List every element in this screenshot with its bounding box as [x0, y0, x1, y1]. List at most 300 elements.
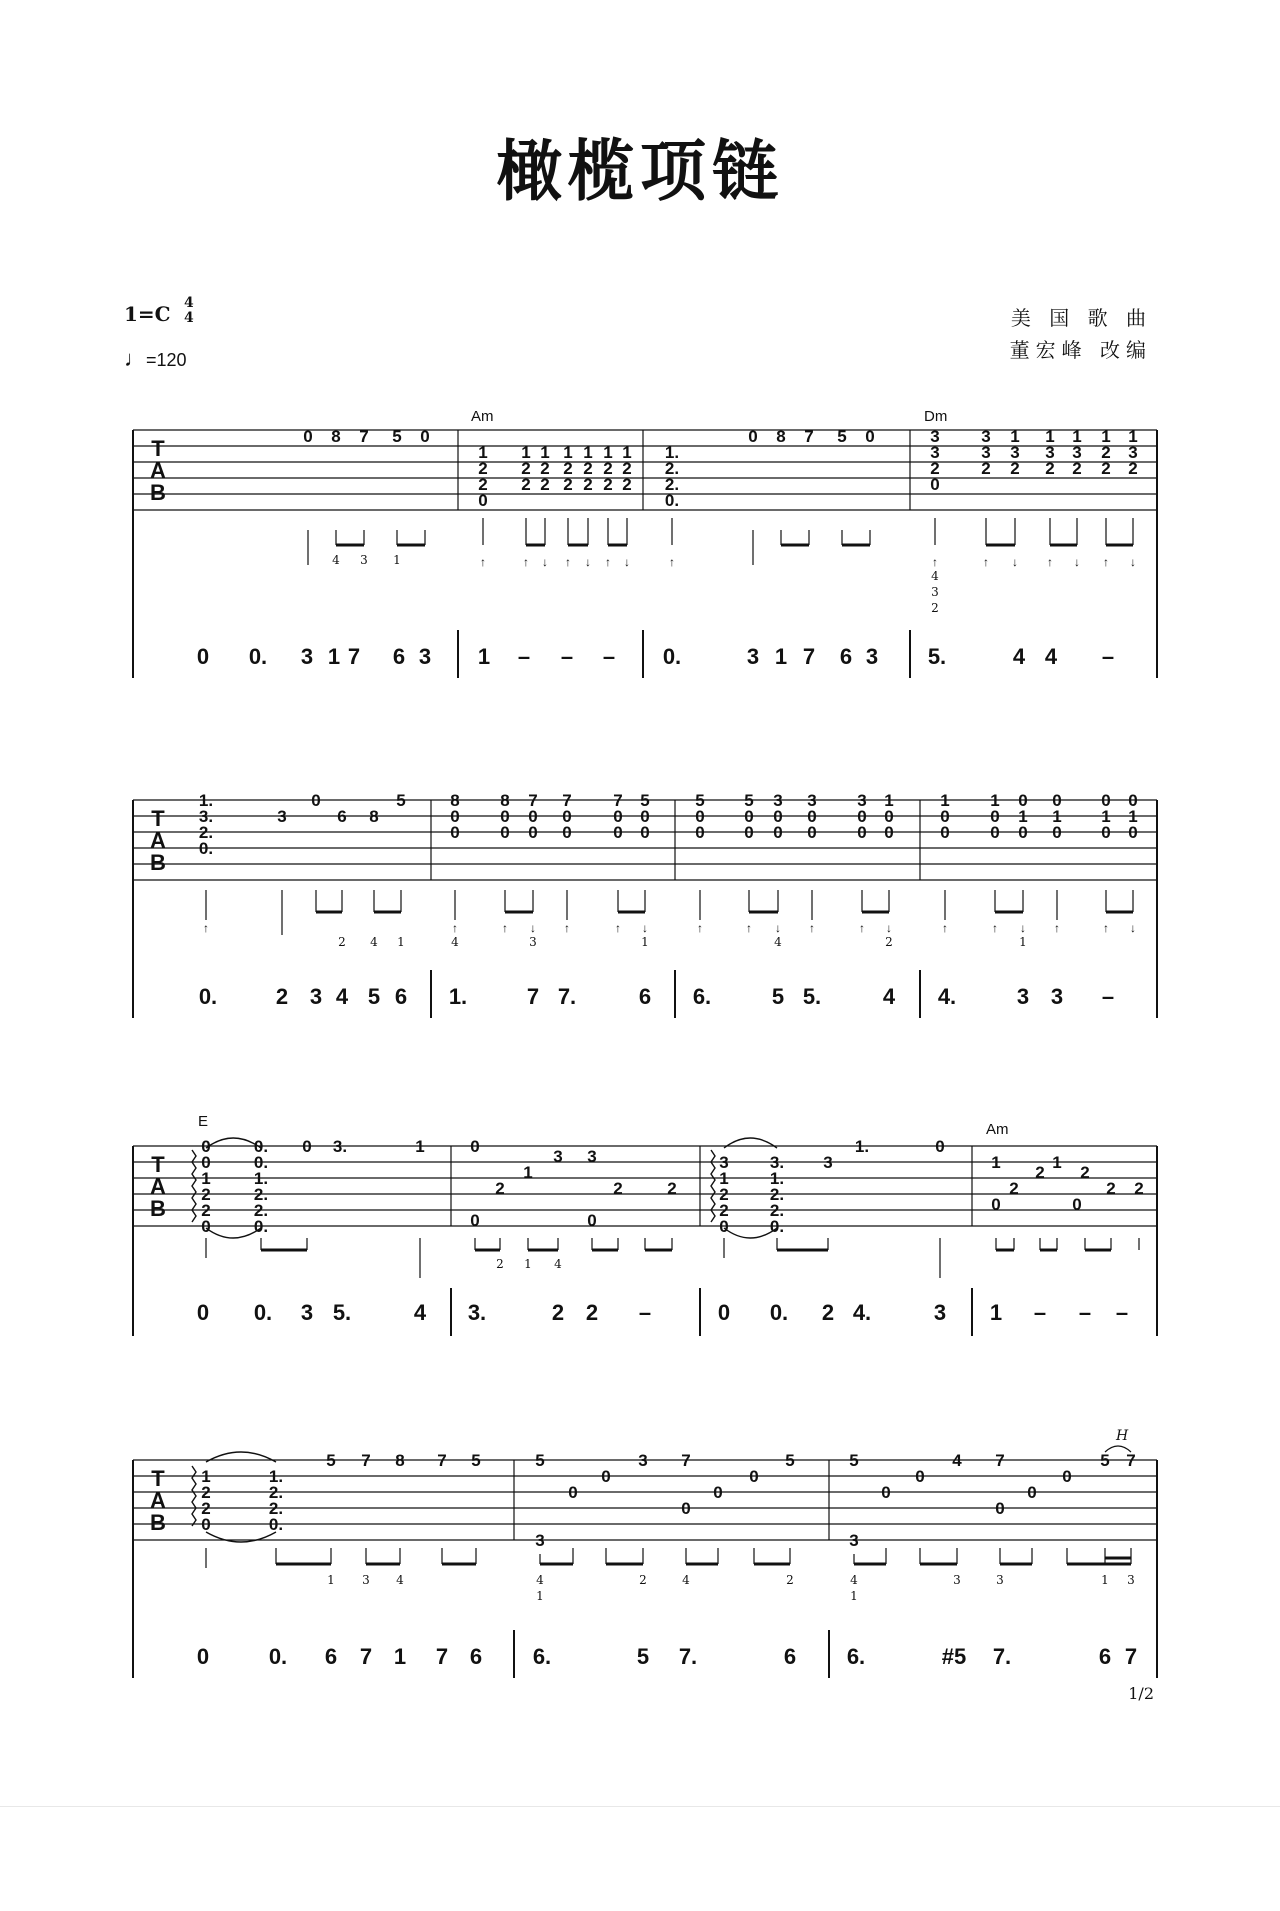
- svg-text:3: 3: [857, 791, 867, 810]
- notation-3: [197, 1300, 1128, 1325]
- svg-text:0: 0: [807, 823, 817, 842]
- svg-text:5: 5: [535, 1451, 545, 1470]
- svg-text:0: 0: [528, 807, 538, 826]
- svg-text:↓: ↓: [886, 921, 892, 935]
- svg-text:1.: 1.: [448, 984, 468, 1009]
- svg-text:0: 0: [196, 1300, 210, 1325]
- svg-text:2: 2: [495, 1179, 505, 1198]
- svg-text:0: 0: [748, 427, 758, 446]
- svg-text:0: 0: [773, 807, 783, 826]
- svg-text:3: 3: [823, 1153, 833, 1172]
- svg-text:↑: ↑: [615, 921, 621, 935]
- svg-text:0: 0: [640, 807, 650, 826]
- arranger-credit: 董宏峰 改编: [1009, 338, 1152, 362]
- svg-text:2: 2: [201, 1185, 211, 1204]
- svg-text:2: 2: [931, 601, 939, 615]
- svg-text:0: 0: [717, 1300, 731, 1325]
- svg-text:3: 3: [300, 1300, 314, 1325]
- svg-text:2.: 2.: [198, 823, 214, 842]
- svg-text:1: 1: [327, 644, 341, 669]
- svg-text:6: 6: [783, 1644, 797, 1669]
- svg-text:0: 0: [884, 807, 894, 826]
- svg-text:7: 7: [804, 427, 814, 446]
- svg-text:1: 1: [1010, 427, 1020, 446]
- svg-text:1: 1: [393, 1644, 407, 1669]
- svg-text:0: 0: [196, 644, 210, 669]
- svg-text:↑: ↑: [859, 921, 865, 935]
- svg-text:↑: ↑: [942, 921, 948, 935]
- svg-text:0.: 0.: [253, 1217, 269, 1236]
- svg-text:0.: 0.: [769, 1300, 789, 1325]
- strum-arrows-1: [480, 555, 1136, 569]
- svg-text:5: 5: [636, 1644, 650, 1669]
- svg-text:4: 4: [370, 935, 378, 949]
- svg-text:2.: 2.: [268, 1483, 284, 1502]
- svg-text:0: 0: [528, 823, 538, 842]
- svg-text:4: 4: [396, 1573, 404, 1587]
- svg-text:2: 2: [540, 459, 550, 478]
- svg-text:0.: 0.: [253, 1300, 273, 1325]
- svg-text:6.: 6.: [532, 1644, 552, 1669]
- svg-text:8: 8: [395, 1451, 405, 1470]
- svg-text:0.: 0.: [253, 1153, 269, 1172]
- svg-text:↑: ↑: [564, 921, 570, 935]
- svg-text:2: 2: [930, 459, 940, 478]
- svg-text:1: 1: [201, 1467, 211, 1486]
- svg-text:5.: 5.: [927, 644, 947, 669]
- svg-text:7.: 7.: [557, 984, 577, 1009]
- svg-text:1: 1: [990, 791, 1000, 810]
- svg-text:↑: ↑: [1103, 555, 1109, 569]
- svg-text:1: 1: [478, 443, 488, 462]
- svg-text:0.: 0.: [268, 1644, 288, 1669]
- svg-text:2: 2: [603, 459, 613, 478]
- svg-text:7: 7: [361, 1451, 371, 1470]
- svg-text:3: 3: [1016, 984, 1030, 1009]
- svg-text:5.: 5.: [332, 1300, 352, 1325]
- svg-text:1: 1: [1101, 807, 1111, 826]
- svg-text:6: 6: [839, 644, 853, 669]
- svg-text:4: 4: [850, 1573, 858, 1587]
- svg-text:2: 2: [521, 475, 531, 494]
- svg-text:0: 0: [695, 823, 705, 842]
- svg-text:↑: ↑: [992, 921, 998, 935]
- tab-clef-4: [150, 1466, 166, 1535]
- stems-3: [206, 1238, 1139, 1278]
- svg-text:3: 3: [773, 791, 783, 810]
- svg-text:↓: ↓: [1074, 555, 1080, 569]
- svg-text:1.: 1.: [664, 443, 680, 462]
- svg-text:0: 0: [1101, 791, 1111, 810]
- svg-text:0: 0: [915, 1467, 925, 1486]
- svg-text:2.: 2.: [664, 459, 680, 478]
- svg-text:B: B: [150, 480, 166, 505]
- page-number: 1/2: [1128, 1684, 1154, 1703]
- svg-text:3.: 3.: [198, 807, 214, 826]
- svg-text:1: 1: [583, 443, 593, 462]
- svg-text:T: T: [151, 436, 165, 461]
- chord-names-3: [198, 1113, 1009, 1138]
- svg-text:6: 6: [638, 984, 652, 1009]
- svg-text:1.: 1.: [198, 791, 214, 810]
- svg-text:↓: ↓: [1130, 555, 1136, 569]
- svg-text:4: 4: [1044, 644, 1058, 669]
- svg-text:0: 0: [1018, 791, 1028, 810]
- svg-text:0.: 0.: [198, 984, 218, 1009]
- svg-text:2: 2: [719, 1185, 729, 1204]
- svg-text:2: 2: [478, 475, 488, 494]
- svg-text:2: 2: [201, 1483, 211, 1502]
- svg-text:1: 1: [563, 443, 573, 462]
- svg-text:7: 7: [995, 1451, 1005, 1470]
- svg-text:0: 0: [303, 427, 313, 446]
- tab-clef-1: [150, 436, 166, 505]
- svg-text:0: 0: [640, 823, 650, 842]
- svg-text:–: –: [1115, 1300, 1129, 1325]
- svg-text:0: 0: [940, 807, 950, 826]
- svg-text:2: 2: [496, 1257, 504, 1271]
- chord-names-1: [471, 408, 947, 425]
- svg-text:3: 3: [418, 644, 432, 669]
- svg-text:2.: 2.: [268, 1499, 284, 1518]
- svg-text:0: 0: [613, 807, 623, 826]
- svg-text:0: 0: [881, 1483, 891, 1502]
- svg-text:0: 0: [1018, 823, 1028, 842]
- svg-text:T: T: [151, 1152, 165, 1177]
- svg-text:↑: ↑: [669, 555, 675, 569]
- svg-text:0: 0: [450, 823, 460, 842]
- svg-text:1: 1: [641, 935, 649, 949]
- svg-text:1: 1: [850, 1589, 858, 1603]
- svg-text:1: 1: [536, 1589, 544, 1603]
- svg-text:1: 1: [523, 1163, 533, 1182]
- svg-text:2: 2: [583, 475, 593, 494]
- svg-text:2: 2: [275, 984, 289, 1009]
- svg-text:1: 1: [1072, 427, 1082, 446]
- svg-text:7: 7: [1124, 1644, 1138, 1669]
- svg-text:0: 0: [613, 823, 623, 842]
- svg-text:T: T: [151, 1466, 165, 1491]
- svg-text:7.: 7.: [678, 1644, 698, 1669]
- svg-text:4: 4: [882, 984, 896, 1009]
- svg-text:1: 1: [540, 443, 550, 462]
- svg-text:7: 7: [526, 984, 540, 1009]
- svg-text:–: –: [517, 644, 531, 669]
- svg-text:0: 0: [930, 475, 940, 494]
- svg-text:2: 2: [622, 459, 632, 478]
- svg-text:8: 8: [776, 427, 786, 446]
- svg-text:7: 7: [435, 1644, 449, 1669]
- svg-text:1: 1: [1019, 935, 1027, 949]
- svg-text:0.: 0.: [248, 644, 268, 669]
- svg-text:↑: ↑: [746, 921, 752, 935]
- svg-text:3: 3: [981, 443, 991, 462]
- svg-text:3: 3: [1010, 443, 1020, 462]
- svg-text:1: 1: [1052, 1153, 1062, 1172]
- svg-text:5: 5: [1100, 1451, 1110, 1470]
- svg-text:↓: ↓: [775, 921, 781, 935]
- svg-text:4: 4: [413, 1300, 427, 1325]
- svg-text:T: T: [151, 806, 165, 831]
- svg-text:2: 2: [521, 459, 531, 478]
- fingerings-4: [327, 1573, 1135, 1603]
- svg-text:2: 2: [719, 1201, 729, 1220]
- svg-text:3: 3: [865, 644, 879, 669]
- svg-text:0: 0: [857, 807, 867, 826]
- svg-text:1.: 1.: [268, 1467, 284, 1486]
- svg-text:3: 3: [746, 644, 760, 669]
- svg-text:3: 3: [638, 1451, 648, 1470]
- svg-text:3: 3: [953, 1573, 961, 1587]
- svg-text:0: 0: [470, 1211, 480, 1230]
- notation-1: [197, 644, 1114, 669]
- svg-text:0: 0: [940, 823, 950, 842]
- svg-text:2: 2: [622, 475, 632, 494]
- svg-text:2: 2: [1080, 1163, 1090, 1182]
- svg-text:3: 3: [849, 1531, 859, 1550]
- svg-text:0: 0: [807, 807, 817, 826]
- svg-text:3: 3: [930, 443, 940, 462]
- technique-marks-4: [1105, 1428, 1131, 1452]
- svg-text:↑: ↑: [932, 555, 938, 569]
- svg-text:0: 0: [773, 823, 783, 842]
- svg-text:0: 0: [311, 791, 321, 810]
- svg-text:1: 1: [477, 644, 491, 669]
- svg-text:5: 5: [785, 1451, 795, 1470]
- chord-dm: Dm: [924, 408, 948, 425]
- svg-text:↓: ↓: [642, 921, 648, 935]
- svg-text:6.: 6.: [846, 1644, 866, 1669]
- svg-text:7: 7: [528, 791, 538, 810]
- svg-text:1: 1: [1101, 1573, 1109, 1587]
- svg-text:B: B: [150, 1510, 166, 1535]
- svg-text:↑: ↑: [983, 555, 989, 569]
- svg-text:2: 2: [1010, 459, 1020, 478]
- svg-text:3.: 3.: [769, 1153, 785, 1172]
- svg-text:1: 1: [991, 1153, 1001, 1172]
- tempo-value: =120: [146, 350, 187, 370]
- svg-text:0: 0: [749, 1467, 759, 1486]
- svg-text:1: 1: [884, 791, 894, 810]
- fingerings-1: [332, 553, 939, 615]
- svg-text:3: 3: [587, 1147, 597, 1166]
- svg-text:2: 2: [551, 1300, 565, 1325]
- svg-text:7: 7: [359, 1644, 373, 1669]
- svg-text:1: 1: [1045, 427, 1055, 446]
- notation-2: [199, 984, 1114, 1009]
- svg-text:5: 5: [326, 1451, 336, 1470]
- tab-numbers-3: [201, 1137, 1143, 1236]
- svg-text:–: –: [602, 644, 616, 669]
- svg-text:0: 0: [991, 1195, 1001, 1214]
- svg-text:↓: ↓: [542, 555, 548, 569]
- svg-text:3: 3: [300, 644, 314, 669]
- svg-text:2: 2: [1045, 459, 1055, 478]
- svg-text:1: 1: [1128, 807, 1138, 826]
- svg-text:7: 7: [359, 427, 369, 446]
- svg-text:1: 1: [327, 1573, 335, 1587]
- svg-text:↓: ↓: [624, 555, 630, 569]
- svg-text:6: 6: [1098, 1644, 1112, 1669]
- song-title: 橄榄项链: [496, 133, 784, 210]
- svg-text:–: –: [1078, 1300, 1092, 1325]
- svg-text:1: 1: [1128, 427, 1138, 446]
- svg-text:0.: 0.: [662, 644, 682, 669]
- svg-text:2: 2: [1106, 1179, 1116, 1198]
- svg-text:0: 0: [935, 1137, 945, 1156]
- svg-text:↑: ↑: [605, 555, 611, 569]
- svg-text:3.: 3.: [467, 1300, 487, 1325]
- song-origin: 美 国 歌 曲: [1010, 306, 1152, 330]
- svg-text:0.: 0.: [253, 1137, 269, 1156]
- svg-text:1.: 1.: [769, 1169, 785, 1188]
- svg-text:0: 0: [744, 807, 754, 826]
- svg-text:4: 4: [554, 1257, 562, 1271]
- chord-am: Am: [471, 408, 494, 425]
- svg-text:4: 4: [952, 1451, 962, 1470]
- svg-text:0: 0: [562, 807, 572, 826]
- svg-text:0: 0: [995, 1499, 1005, 1518]
- time-signature-bottom: 4: [184, 310, 194, 326]
- svg-text:2: 2: [563, 475, 573, 494]
- fingerings-3: [496, 1257, 562, 1271]
- time-signature-top: 4: [184, 295, 194, 311]
- svg-text:↑: ↑: [697, 921, 703, 935]
- svg-text:5: 5: [367, 984, 381, 1009]
- svg-text:0: 0: [865, 427, 875, 446]
- svg-text:–: –: [560, 644, 574, 669]
- svg-text:7: 7: [681, 1451, 691, 1470]
- svg-text:0: 0: [302, 1137, 312, 1156]
- svg-text:0: 0: [470, 1137, 480, 1156]
- svg-text:2: 2: [201, 1201, 211, 1220]
- svg-text:0: 0: [1062, 1467, 1072, 1486]
- svg-text:2.: 2.: [769, 1201, 785, 1220]
- svg-text:4: 4: [682, 1573, 690, 1587]
- svg-text:4.: 4.: [937, 984, 957, 1009]
- svg-text:0: 0: [990, 807, 1000, 826]
- svg-text:3.: 3.: [332, 1137, 348, 1156]
- svg-text:4: 4: [931, 569, 939, 583]
- svg-text:8: 8: [450, 791, 460, 810]
- svg-text:0: 0: [201, 1153, 211, 1172]
- svg-text:A: A: [150, 1488, 166, 1513]
- svg-text:0: 0: [1101, 823, 1111, 842]
- svg-text:–: –: [638, 1300, 652, 1325]
- tab-system-1: [133, 430, 1157, 678]
- stems-4: [206, 1548, 1131, 1568]
- svg-text:7: 7: [802, 644, 816, 669]
- svg-text:3: 3: [277, 807, 287, 826]
- svg-text:–: –: [1033, 1300, 1047, 1325]
- svg-text:0: 0: [695, 807, 705, 826]
- svg-text:8: 8: [500, 791, 510, 810]
- svg-text:2.: 2.: [664, 475, 680, 494]
- svg-text:2: 2: [1009, 1179, 1019, 1198]
- svg-text:3: 3: [933, 1300, 947, 1325]
- svg-text:3: 3: [1127, 1573, 1135, 1587]
- svg-text:2: 2: [1101, 443, 1111, 462]
- svg-text:A: A: [150, 828, 166, 853]
- tab-clef-2: [150, 806, 166, 875]
- svg-text:↑: ↑: [565, 555, 571, 569]
- svg-text:↓: ↓: [1130, 921, 1136, 935]
- tab-numbers-1: [303, 427, 1137, 510]
- svg-text:1: 1: [415, 1137, 425, 1156]
- svg-text:↑: ↑: [203, 921, 209, 935]
- svg-text:5: 5: [392, 427, 402, 446]
- svg-text:1: 1: [397, 935, 405, 949]
- svg-text:3: 3: [529, 935, 537, 949]
- tab-clef-3: [150, 1152, 166, 1221]
- svg-text:#5: #5: [941, 1644, 967, 1669]
- svg-text:2: 2: [585, 1300, 599, 1325]
- svg-text:4.: 4.: [852, 1300, 872, 1325]
- svg-text:1: 1: [603, 443, 613, 462]
- hammer-on-mark: H: [1116, 1428, 1129, 1444]
- svg-text:2: 2: [1101, 459, 1111, 478]
- svg-text:2: 2: [981, 459, 991, 478]
- svg-text:0: 0: [562, 823, 572, 842]
- key-signature: 1=C: [124, 302, 171, 326]
- svg-text:2: 2: [1035, 1163, 1045, 1182]
- notation-4: [197, 1644, 1137, 1669]
- svg-text:3: 3: [1072, 443, 1082, 462]
- svg-text:0: 0: [990, 823, 1000, 842]
- svg-text:2.: 2.: [253, 1185, 269, 1204]
- svg-text:–: –: [1101, 984, 1115, 1009]
- svg-text:B: B: [150, 1196, 166, 1221]
- svg-text:2: 2: [613, 1179, 623, 1198]
- page-divider: [0, 1806, 1280, 1807]
- svg-text:2: 2: [786, 1573, 794, 1587]
- svg-text:0: 0: [681, 1499, 691, 1518]
- svg-text:0.: 0.: [664, 491, 680, 510]
- svg-text:0: 0: [587, 1211, 597, 1230]
- svg-text:7: 7: [613, 791, 623, 810]
- svg-text:2: 2: [885, 935, 893, 949]
- svg-text:2: 2: [1134, 1179, 1144, 1198]
- svg-text:0: 0: [884, 823, 894, 842]
- svg-text:0: 0: [420, 427, 430, 446]
- svg-text:3: 3: [309, 984, 323, 1009]
- svg-text:3: 3: [553, 1147, 563, 1166]
- svg-text:8: 8: [369, 807, 379, 826]
- svg-text:2: 2: [1128, 459, 1138, 478]
- svg-text:4: 4: [774, 935, 782, 949]
- svg-text:6: 6: [324, 1644, 338, 1669]
- svg-text:0: 0: [1052, 791, 1062, 810]
- svg-text:7: 7: [1126, 1451, 1136, 1470]
- svg-text:6: 6: [337, 807, 347, 826]
- svg-text:2: 2: [563, 459, 573, 478]
- svg-text:1: 1: [719, 1169, 729, 1188]
- svg-text:0: 0: [744, 823, 754, 842]
- svg-text:5: 5: [849, 1451, 859, 1470]
- svg-text:0: 0: [719, 1217, 729, 1236]
- svg-text:5.: 5.: [802, 984, 822, 1009]
- svg-text:3: 3: [362, 1573, 370, 1587]
- svg-text:3: 3: [1045, 443, 1055, 462]
- svg-text:2: 2: [1072, 459, 1082, 478]
- svg-text:6: 6: [469, 1644, 483, 1669]
- svg-text:4: 4: [451, 935, 459, 949]
- svg-text:3: 3: [1050, 984, 1064, 1009]
- svg-text:7: 7: [347, 644, 361, 669]
- svg-text:3: 3: [1128, 443, 1138, 462]
- svg-text:3: 3: [930, 427, 940, 446]
- svg-text:1: 1: [1018, 807, 1028, 826]
